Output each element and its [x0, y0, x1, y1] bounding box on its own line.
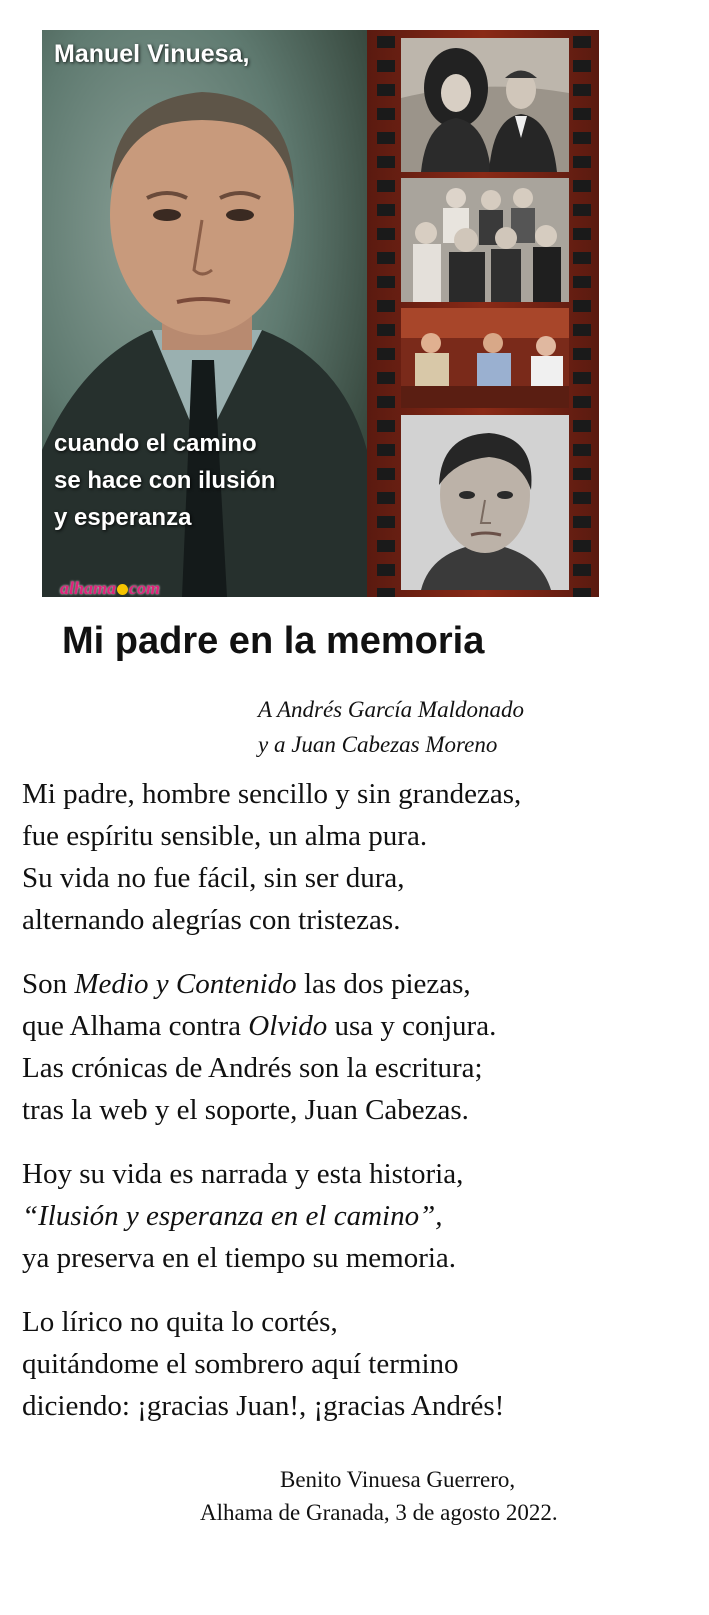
- banner-name-text: Manuel Vinuesa,: [54, 40, 250, 68]
- header-banner-image: [42, 30, 599, 597]
- stanza-2: [22, 963, 521, 1131]
- film-strip: [367, 30, 599, 597]
- film-photo-family: [401, 178, 569, 302]
- poem-line: [22, 963, 521, 1005]
- banner-caption-line: cuando el camino: [54, 430, 257, 457]
- dedication: [258, 692, 524, 762]
- banner-caption-line: y esperanza: [54, 504, 192, 531]
- page-title: Mi padre en la memoria: [62, 620, 485, 662]
- poem-line: [22, 1005, 521, 1047]
- stanza-4: [22, 1301, 521, 1427]
- poem-line: Lo lírico no quita lo cortés,: [22, 1306, 338, 1338]
- dedication-line: A Andrés García Maldonado: [258, 697, 524, 722]
- logo-text-right: com: [129, 578, 161, 597]
- logo-dot-icon: [117, 584, 128, 595]
- logo-text-left: alhama: [60, 578, 117, 597]
- portrait-painting: [42, 30, 367, 597]
- poem-line: [22, 1195, 521, 1237]
- poem-italic-text: Medio y Contenido: [74, 968, 297, 1000]
- alhama-logo: [60, 578, 160, 597]
- poem-text: Son: [22, 968, 75, 1000]
- poem-line: Su vida no fue fácil, sin ser dura,: [22, 862, 405, 894]
- film-photo-event: [401, 308, 569, 408]
- poem-line: quitándome el sombrero aquí termino: [22, 1348, 459, 1380]
- poem: [22, 773, 521, 1449]
- signature-author: Benito Vinuesa Guerrero,: [280, 1467, 516, 1492]
- banner-caption: [54, 425, 275, 536]
- poem-text: usa y conjura.: [327, 1010, 497, 1042]
- poem-line: tras la web y el soporte, Juan Cabezas.: [22, 1094, 469, 1126]
- film-photo-young-man: [401, 415, 569, 590]
- poem-line: fue espíritu sensible, un alma pura.: [22, 820, 428, 852]
- signature: [0, 1463, 709, 1529]
- poem-text: que Alhama contra: [22, 1010, 249, 1042]
- film-perforations-left: [377, 30, 395, 597]
- banner-caption-line: se hace con ilusión: [54, 467, 276, 494]
- poem-line: alternando alegrías con tristezas.: [22, 904, 401, 936]
- film-perforations-right: [573, 30, 591, 597]
- film-photo-couple: [401, 38, 569, 172]
- signature-place-date: Alhama de Granada, 3 de agosto 2022.: [200, 1500, 558, 1525]
- poem-text: las dos piezas,: [296, 968, 471, 1000]
- stanza-3: [22, 1153, 521, 1279]
- poem-line: Las crónicas de Andrés son la escritura;: [22, 1052, 483, 1084]
- poem-line: diciendo: ¡gracias Juan!, ¡gracias Andrés!: [22, 1390, 505, 1422]
- stanza-1: [22, 773, 521, 941]
- poem-line: Hoy su vida es narrada y esta historia,: [22, 1158, 464, 1190]
- poem-italic-text: “Ilusión y esperanza en el camino”,: [22, 1200, 443, 1232]
- poem-line: Mi padre, hombre sencillo y sin grandezas,: [22, 778, 522, 810]
- dedication-line: y a Juan Cabezas Moreno: [258, 732, 498, 757]
- poem-italic-text: Olvido: [248, 1010, 328, 1042]
- poem-line: ya preserva en el tiempo su memoria.: [22, 1242, 457, 1274]
